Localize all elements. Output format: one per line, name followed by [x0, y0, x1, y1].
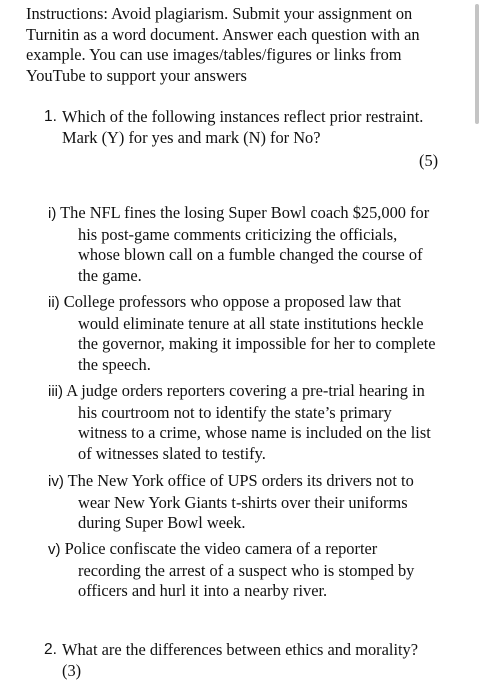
- option-label: i): [48, 205, 57, 222]
- option-label: iii): [48, 383, 63, 400]
- option-line: during Super Bowl week.: [78, 513, 246, 533]
- option-line: The New York office of UPS orders its drivers not to: [67, 471, 414, 490]
- option-ii: [48, 292, 436, 375]
- question-1-marks: (5): [419, 151, 439, 170]
- option-i: [48, 203, 429, 286]
- question-1: [44, 106, 462, 170]
- option-line: whose blown call on a fumble changed the course of: [78, 245, 423, 265]
- option-line: the game.: [78, 265, 142, 285]
- question-2-marks: (3): [62, 661, 82, 680]
- question-1-line: Which of the following instances reflect prior restraint.: [62, 107, 424, 126]
- option-line: officers and hurl it into a nearby river.: [78, 581, 328, 601]
- option-line: A judge orders reporters covering a pre-trial hearing in: [66, 381, 425, 400]
- option-line: his courtroom not to identify the state’s primary: [78, 402, 392, 422]
- option-label: iv): [48, 473, 64, 490]
- option-v: [48, 539, 414, 602]
- option-line: the speech.: [78, 354, 151, 374]
- instructions-line: YouTube to support your answers: [26, 65, 247, 85]
- question-2-number: 2.: [44, 641, 57, 658]
- instructions-line: Turnitin as a word document. Answer each question with an: [26, 24, 420, 44]
- option-line: the governor, making it impossible for her to complete: [78, 334, 436, 354]
- scrollbar[interactable]: [475, 4, 479, 124]
- option-line: The NFL fines the losing Super Bowl coach $25,000 for: [60, 203, 430, 222]
- question-2: [44, 639, 464, 681]
- option-label: ii): [48, 294, 60, 311]
- option-iv: [48, 471, 414, 534]
- option-line: would eliminate tenure at all state institutions heckle: [78, 313, 424, 333]
- question-2-text: What are the differences between ethics and morality?: [62, 640, 419, 659]
- question-1-text: [62, 106, 462, 148]
- option-line: witness to a crime, whose name is included on the list: [78, 423, 431, 443]
- instructions-line: example. You can use images/tables/figures or links from: [26, 45, 402, 64]
- option-line: of witnesses slated to testify.: [78, 443, 266, 463]
- instructions-paragraph: [26, 4, 456, 86]
- option-line: College professors who oppose a proposed law that: [63, 292, 402, 311]
- option-line: Police confiscate the video camera of a reporter: [64, 539, 378, 558]
- option-iii: [48, 381, 431, 464]
- question-1-line: Mark (Y) for yes and mark (N) for No?: [62, 128, 321, 147]
- instructions-line: Instructions: Avoid plagiarism. Submit your assignment on: [26, 4, 413, 23]
- option-line: recording the arrest of a suspect who is stomped by: [78, 560, 415, 580]
- option-label: v): [48, 541, 61, 558]
- option-line: his post-game comments criticizing the officials,: [78, 224, 398, 244]
- question-1-number: 1.: [44, 108, 57, 125]
- option-line: wear New York Giants t-shirts over their uniforms: [78, 492, 408, 512]
